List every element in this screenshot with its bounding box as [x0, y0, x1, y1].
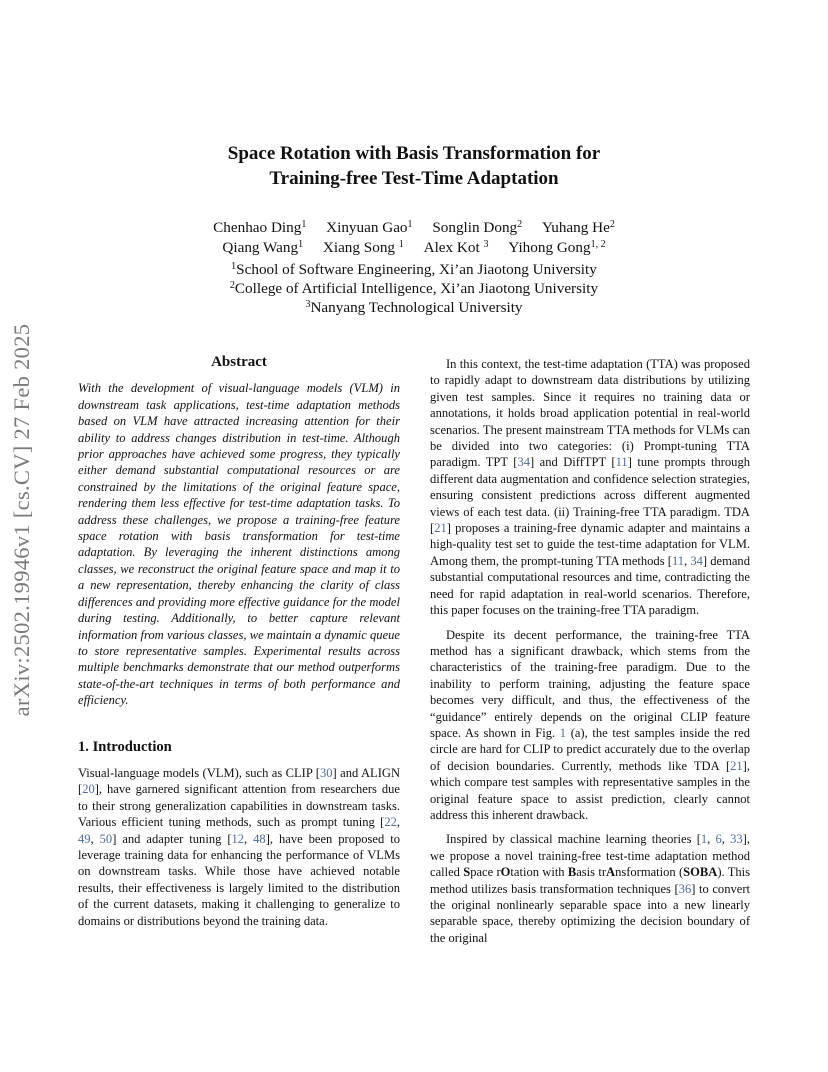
author: Yihong Gong$^{1, 2}$	[508, 239, 606, 256]
author: Xiang Song $^1$	[322, 239, 404, 256]
citation-link[interactable]: 48	[253, 831, 266, 846]
citation-link[interactable]: 11	[671, 553, 685, 568]
affiliations	[0, 260, 828, 317]
author-row-1	[0, 218, 828, 238]
arxiv-id-text: arXiv:2502.19946v1 [cs.CV] 27 Feb 2025	[9, 323, 34, 717]
citation-link[interactable]: 50	[99, 831, 113, 846]
author: Alex Kot $^3$	[423, 239, 489, 256]
affiliation-3: $^3$Nanyang Technological University	[305, 299, 523, 316]
body-paragraph-3: Inspired by classical machine learning theories [1, 6, 33], we propose a novel training-free test-time adaptation method called Space rOtation with Basis trAnsformation (SOBA). This method utilizes basis transformation techniques [36] to convert the original nonlinearly separable space into a new linearly separable space, thereby optimizing the decision boundary of the original	[430, 832, 750, 945]
citation-link[interactable]: 34	[517, 455, 531, 470]
citation-link[interactable]: 30	[319, 765, 333, 780]
author: Chenhao Ding$^1$	[213, 219, 307, 236]
citation-link[interactable]: 20	[82, 782, 95, 797]
intro-paragraph: Visual-language models (VLM), such as CLIP [30] and ALIGN [20], have garnered significant attention from researchers due to their strong generalization capabilities in downstream tasks. Various efficient tuning methods, such as prompt tuning [22, 49, 50] and adapter tuning [12, 48], have been proposed to leverage training data for enhancing the performance of VLMs on downstream tasks. While those have achieved notable results, their effectiveness is largely limited to the distribution of the current datasets, making it challenging to generalize to domains or distributions beyond the training data.	[78, 765, 401, 928]
body-paragraph-1: In this context, the test-time adaptation (TTA) was proposed to rapidly adapt to downstream data distributions by utilizing given test samples. Since it requires no training data or annotations, it holds broad application potential in real-world scenarios. The present mainstream TTA methods for VLMs can be divided into two categories: (i) Prompt-tuning TTA paradigm. TPT [34] and DiffTPT [11] tune prompts through different data augmentation and confidence selection strategies, ensuring consistent predictions across different augmented views of each test data. (ii) Training-free TTA paradigm. TDA [21] proposes a training-free dynamic adapter and maintains a high-quality test set to guide the test-time adaptation for VLM. Among them, the prompt-tuning TTA methods [11, 34] demand substantial computational resources and time, contradicting the need for rapid adaptation in real-world scenarios. Therefore, this paper focuses on the training-free TTA paradigm.	[430, 357, 751, 618]
left-column	[78, 354, 400, 929]
citation-link[interactable]: 34	[690, 553, 703, 568]
affiliation-1: $^1$School of Software Engineering, Xi’an Jiaotong University	[231, 261, 597, 278]
citation-link[interactable]: 49	[78, 831, 91, 846]
author-row-2	[0, 238, 828, 258]
paper-title	[0, 141, 828, 191]
citation-link[interactable]: 36	[678, 881, 692, 896]
section-heading-introduction: 1. Introduction	[78, 738, 172, 755]
author: Qiang Wang$^1$	[222, 239, 304, 256]
citation-link[interactable]: 22	[384, 815, 397, 830]
body-paragraph-2: Despite its decent performance, the training-free TTA method has a significant drawback, which stems from the characteristics of the training-free paradigm. Due to the inability to perform training, adjusting the feature space becomes very difficult, and thus, the effectiveness of the “guidance” entirely depends on the original CLIP feature space. As shown in Fig. 1 (a), the test samples inside the red circle are hard for CLIP to predict accurately due to the overlap of decision boundaries. Currently, methods like TDA [21], which compare test samples with representative samples in the original feature space to assist prediction, clearly cannot address this inherent drawback.	[430, 627, 750, 822]
author-list	[0, 218, 828, 258]
right-column	[430, 356, 750, 946]
title-line-2: Training-free Test-Time Adaptation	[269, 168, 559, 189]
citation-link[interactable]: 12	[231, 831, 245, 846]
citation-link[interactable]: 6	[715, 832, 722, 847]
title-line-1: Space Rotation with Basis Transformation for	[227, 143, 601, 164]
citation-link[interactable]: 1	[700, 832, 708, 847]
author: Yuhang He$^2$	[541, 219, 615, 236]
author: Songlin Dong$^2$	[432, 219, 523, 236]
abstract-body: With the development of visual-language models (VLM) in downstream task applications, test-time adaptation methods based on VLM have attracted increasing attention for their ability to address changes distribution in test-time. Although prior approaches have achieved some progress, they typically either demand substantial computational resources or are constrained by the limitations of the original feature space, rendering them less effective for test-time adaptation tasks. To address these challenges, we propose a training-free feature space rotation with basis transformation for test-time adaptation. By leveraging the inherent distinctions among classes, we reconstruct the original feature space and map it to a new representation, thereby enhancing the clarity of class differences and providing more effective guidance for the model during testing. Additionally, to better capture relevant information from various classes, we maintain a dynamic queue to store representative samples. Experimental results across multiple benchmarks demonstrate that our method outperforms state-of-the-art techniques in terms of both performance and efficiency.	[78, 381, 400, 708]
citation-link[interactable]: 21	[730, 758, 743, 773]
citation-link[interactable]: 21	[434, 521, 447, 536]
figure-reference-link[interactable]: 1	[559, 725, 567, 740]
citation-link[interactable]: 33	[730, 832, 743, 847]
abstract-heading: Abstract	[211, 354, 267, 370]
author: Xinyuan Gao$^1$	[326, 219, 413, 236]
affiliation-2: $^2$College of Artificial Intelligence, Xi’an Jiaotong University	[229, 280, 599, 297]
citation-link[interactable]: 11	[615, 455, 628, 470]
